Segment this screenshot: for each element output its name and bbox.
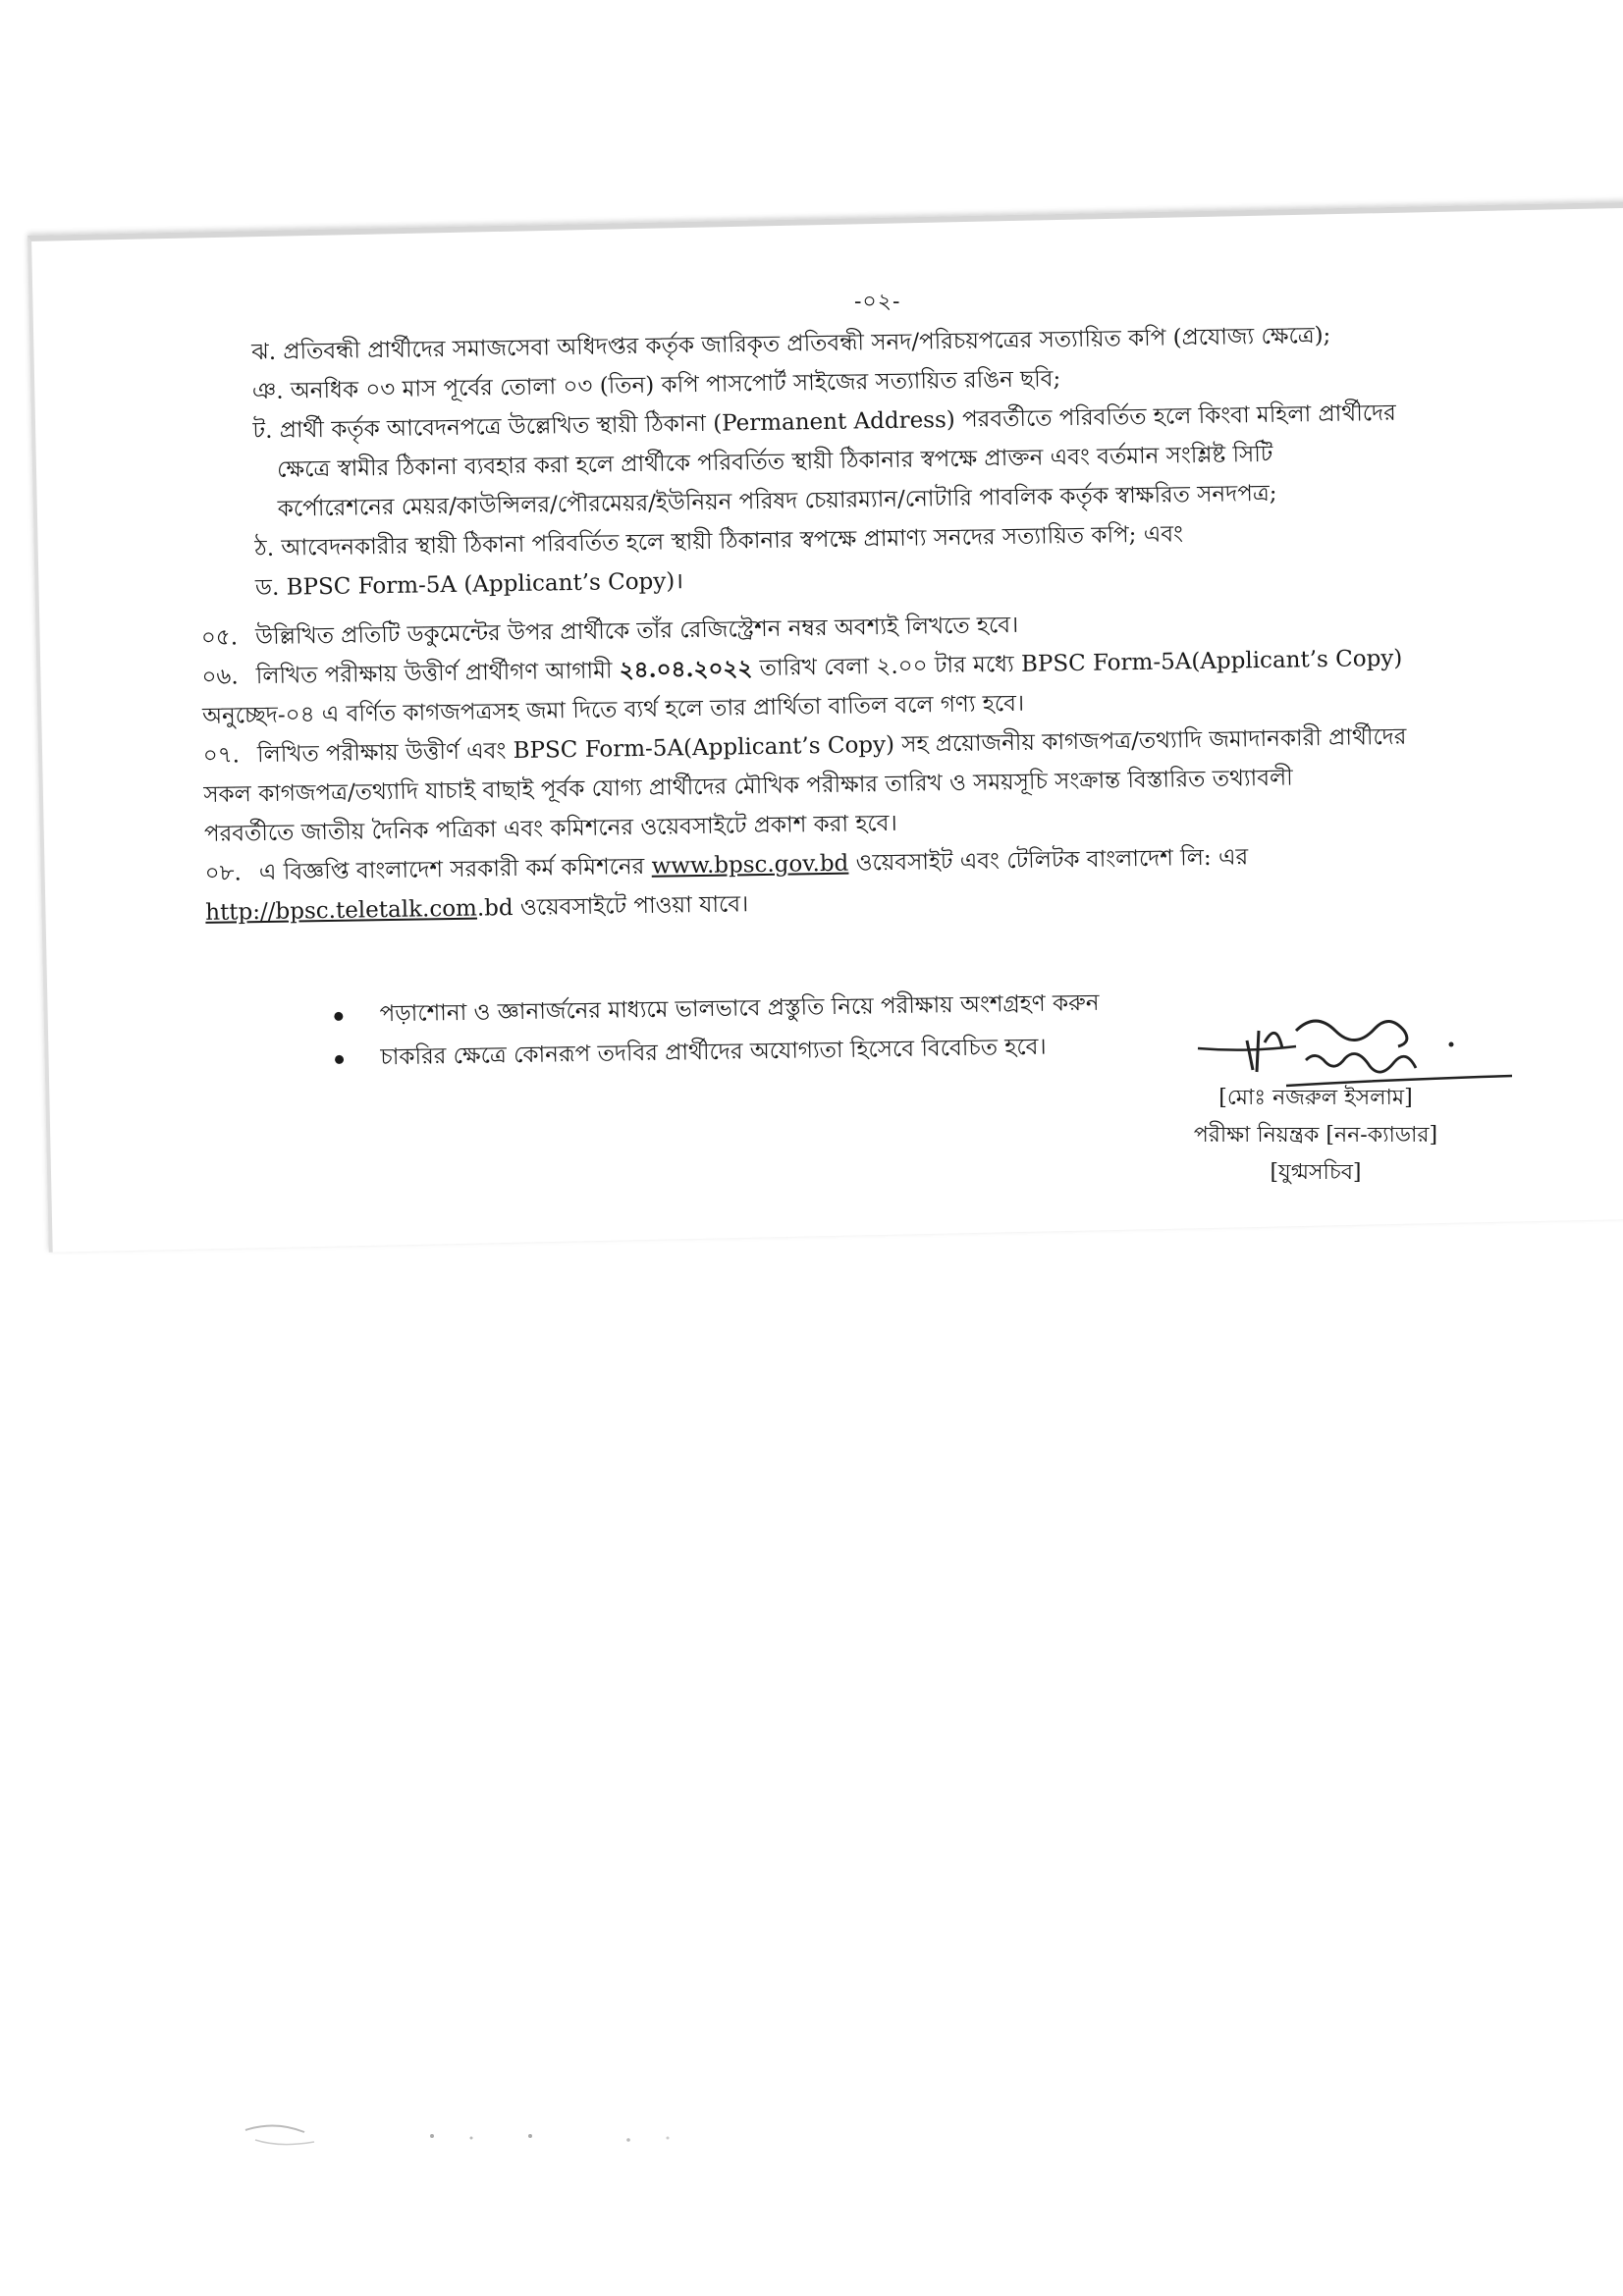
item-number: ০৮. bbox=[204, 860, 243, 886]
item-text: অনুচ্ছেদ-০৪ এ বর্ণিত কাগজপত্রসহ জমা দিতে ব্যর্থ হলে তার প্রার্থিতা বাতিল বলে গণ্য হবে। bbox=[201, 690, 1025, 729]
sub-item-text: BPSC Form-5A (Applicant’s Copy)। bbox=[286, 568, 684, 601]
signatory-designation: পরীক্ষা নিয়ন্ত্রক [নন-ক্যাডার] bbox=[1193, 1123, 1438, 1148]
item-text: সকল কাগজপত্র/তথ্যাদি যাচাই বাছাই পূর্বক যোগ্য প্রার্থীদের মৌখিক পরীক্ষার তারিখ ও সময়সূচি সংক্রান্ত বিস্তারিত তথ্যাবলী bbox=[203, 765, 1293, 808]
item-number: ০৭. bbox=[202, 742, 241, 769]
sub-item-label: ড. bbox=[254, 574, 280, 602]
teletalk-website-link[interactable]: http://bpsc.teletalk.com bbox=[205, 895, 478, 926]
item-text: এ বিজ্ঞপ্তি বাংলাদেশ সরকারী কর্ম কমিশনের bbox=[258, 853, 652, 886]
item-text: লিখিত পরীক্ষায় উত্তীর্ণ এবং BPSC Form-5A(Applicant’s Copy) সহ প্রয়োজনীয় কাগজপত্র/তথ্যাদি জমাদানকারী প্রার্থীদের bbox=[256, 723, 1407, 769]
item-text: .bd ওয়েবসাইটে পাওয়া যাবে। bbox=[476, 891, 749, 922]
signatory-block bbox=[1159, 1080, 1473, 1192]
advice-bullets bbox=[334, 982, 1100, 1080]
bullet-text: পড়াশোনা ও জ্ঞানার্জনের মাধ্যমে ভালভাবে প্রস্তুতি নিয়ে পরীক্ষায় অংশগ্রহণ করুন bbox=[379, 989, 1100, 1028]
sub-item-text: অনধিক ০৩ মাস পূর্বের তোলা ০৩ (তিন) কপি পাসপোর্ট সাইজের সত্যায়িত রঙিন ছবি; bbox=[290, 366, 1061, 404]
signatory-name: [মোঃ নজরুল ইসলাম] bbox=[1218, 1086, 1413, 1110]
sub-item-label: ঝ. bbox=[251, 339, 277, 366]
item-07 bbox=[202, 716, 1540, 854]
sub-item-text: আবেদনকারীর স্থায়ী ঠিকানা পরিবর্তিত হলে স্থায়ী ঠিকানার স্বপক্ষে প্রামাণ্য সনদের সত্যায়িত কপি; এবং bbox=[281, 521, 1184, 561]
signatory-rank: [যুগ্মসচিব] bbox=[1270, 1160, 1362, 1185]
item-text: পরবর্তীতে জাতীয় দৈনিক পত্রিকা এবং কমিশনের ওয়েবসাইটে প্রকাশ করা হবে। bbox=[203, 810, 897, 847]
page-number: -০২- bbox=[854, 290, 901, 314]
item-number: ০৫. bbox=[200, 624, 239, 651]
item-number: ০৬. bbox=[201, 664, 239, 690]
deadline-date: ২৪.০৪.২০২২ bbox=[619, 655, 753, 684]
sub-item-label: ট. bbox=[252, 417, 273, 445]
item-text: লিখিত পরীক্ষায় উত্তীর্ণ প্রার্থীগণ আগামী bbox=[255, 658, 620, 690]
item-text: ওয়েবসাইট এবং টেলিটক বাংলাদেশ লি: এর bbox=[848, 844, 1249, 877]
sub-item-text: প্রতিবন্ধী প্রার্থীদের সমাজসেবা অধিদপ্তর কর্তৃক জারিকৃত প্রতিবন্ধী সনদ/পরিচয়পত্রের সত্যায়িত কপি (প্রযোজ্য ক্ষেত্রে); bbox=[283, 322, 1331, 365]
sub-item-ta bbox=[197, 392, 1535, 530]
bullet-dot-icon bbox=[335, 1054, 344, 1063]
sub-item-label: ঠ. bbox=[254, 535, 275, 562]
scan-specks bbox=[236, 2101, 687, 2160]
sub-item-text: প্রার্থী কর্তৃক আবেদনপত্রে উল্লেখিত স্থায়ী ঠিকানা (Permanent Address) পরবর্তীতে পরিবর্তিত হলে কিংবা মহিলা প্রার্থীদের bbox=[279, 400, 1396, 444]
item-text: তারিখ বেলা ২.০০ টার মধ্যে BPSC Form-5A(Applicant’s Copy) bbox=[752, 645, 1403, 682]
bpsc-website-link[interactable]: www.bpsc.gov.bd bbox=[651, 850, 849, 880]
sub-item-text: ক্ষেত্রে স্বামীর ঠিকানা ব্যবহার করা হলে প্রার্থীকে পরিবর্তিত স্থায়ী ঠিকানার স্বপক্ষে প্রাক্তন এবং বর্তমান সংশ্লিষ্ট সিটি bbox=[276, 441, 1273, 483]
sub-item-label: ঞ. bbox=[251, 378, 284, 405]
bullet-dot-icon bbox=[334, 1011, 343, 1020]
document-body bbox=[196, 313, 1541, 933]
bullet-text: চাকরির ক্ষেত্রে কোনরূপ তদবির প্রার্থীদের অযোগ্যতা হিসেবে বিবেচিত হবে। bbox=[380, 1034, 1047, 1071]
item-text: উল্লিখিত প্রতিটি ডকুমেন্টের উপর প্রার্থীকে তাঁর রেজিস্ট্রেশন নম্বর অবশ্যই লিখতে হবে। bbox=[254, 612, 1019, 651]
sub-item-text: কর্পোরেশনের মেয়র/কাউন্সিলর/পৌরমেয়র/ইউনিয়ন পরিষদ চেয়ারম্যান/নোটারি পাবলিক কর্তৃক স্বাক্ষরিত সনদপত্র; bbox=[277, 480, 1277, 522]
